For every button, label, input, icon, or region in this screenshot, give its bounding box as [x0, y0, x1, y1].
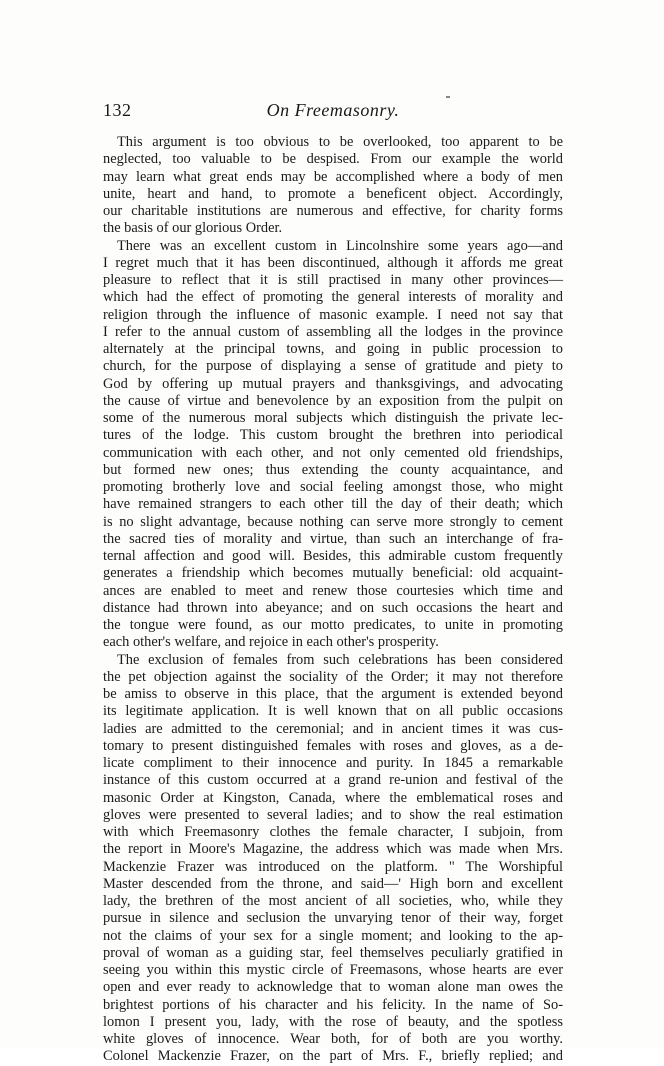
running-title: On Freemasonry.: [266, 100, 400, 120]
text-line: licate compliment to their innocence and purity. In 1845 a remarkable: [103, 755, 563, 771]
text-line: tomary to present distinguished females with roses and gloves, as a de-: [103, 737, 563, 754]
text-line: the basis of our glorious Order.: [103, 220, 283, 237]
text-line: unite, heart and hand, to promote a beneficent object. Accordingly,: [103, 185, 563, 202]
text-line: the sacred ties of morality and virtue, than such an interchange of fra-: [103, 530, 563, 547]
text-line: seeing you within this mystic circle of Freemasons, whose hearts are ever: [103, 962, 563, 978]
text-line: proval of woman as a guiding star, feel themselves peculiarly gratified in: [103, 944, 563, 961]
text-line: with which Freemasonry clothes the female character, I subjoin, from: [103, 824, 563, 840]
text-line: religion through the influence of masonic example. I need not say that: [103, 306, 563, 323]
text-line: which had the effect of promoting the general interests of morality and: [103, 289, 563, 306]
text-line: each other's welfare, and rejoice in each other's prosperity.: [103, 634, 439, 651]
text-line: but formed new ones; thus extending the county acquaintance, and: [103, 461, 563, 478]
body-text: [103, 134, 563, 1066]
text-line: masonic Order at Kingston, Canada, where the emblematical roses and: [103, 789, 563, 806]
text-line: white gloves of innocence. Wear both, for of both are you worthy.: [103, 1031, 563, 1047]
text-line: have remained strangers to each other till the day of their death; which: [103, 496, 563, 513]
text-line: the pet objection against the sociality of the Order; it may not therefore: [103, 668, 563, 685]
text-line: the report in Moore's Magazine, the address which was made when Mrs.: [103, 841, 563, 858]
text-line: is no slight advantage, because nothing can serve more strongly to cement: [103, 513, 563, 530]
text-line: alternately at the principal towns, and going in public procession to: [103, 341, 563, 357]
text-line: pleasure to reflect that it is still practised in many other provinces—: [103, 272, 563, 288]
text-line: distance had thrown into abeyance; and on such occasions the heart and: [103, 599, 563, 616]
running-head: [103, 100, 563, 122]
text-line: its legitimate application. It is well known that on all public occasions: [103, 703, 563, 720]
text-line: lomon I present you, lady, with the rose of beauty, and the spotless: [103, 1013, 563, 1030]
text-line: neglected, too valuable to be despised. From our example the world: [103, 151, 563, 168]
text-line: There was an excellent custom in Lincolnshire some years ago—and: [117, 237, 563, 254]
text-line: tures of the lodge. This custom brought the brethren into periodical: [103, 427, 563, 444]
text-line: The exclusion of females from such celebrations has been considered: [117, 651, 563, 668]
text-line: promoting brotherly love and social feeling amongst those, who might: [103, 479, 563, 495]
text-line: Master descended from the throne, and said—' High born and excellent: [103, 875, 563, 892]
text-line: God by offering up mutual prayers and thanksgivings, and advocating: [103, 375, 563, 392]
text-line: I refer to the annual custom of assembling all the lodges in the province: [103, 323, 563, 340]
text-line: be amiss to observe in this place, that the argument is extended beyond: [103, 686, 563, 702]
text-line: lady, the brethren of the most ancient of all societies, who, while they: [103, 893, 563, 909]
text-line: not the claims of your sex for a single moment; and looking to the ap-: [103, 927, 563, 944]
text-line: may learn what great ends may be accomplished where a body of men: [103, 168, 563, 185]
text-line: ladies are admitted to the ceremonial; and in ancient times it was cus-: [103, 720, 563, 737]
text-line: pursue in silence and seclusion the unvarying tenor of their way, forget: [103, 910, 563, 927]
text-line: instance of this custom occurred at a grand re-union and festival of the: [103, 772, 563, 789]
text-line: ternal affection and good will. Besides, this admirable custom frequently: [103, 548, 563, 564]
text-line: Mackenzie Frazer was introduced on the platform. " The Worshipful: [103, 858, 563, 875]
text-line: ances are enabled to meet and renew those courtesies which time and: [103, 582, 563, 599]
text-line: open and ever ready to acknowledge that to woman alone man owes the: [103, 979, 563, 996]
text-line: some of the numerous moral subjects which distinguish the private lec-: [103, 410, 563, 426]
text-line: the tongue were found, as our motto predicates, to unite in promoting: [103, 617, 563, 633]
text-line: This argument is too obvious to be overlooked, too apparent to be: [117, 134, 563, 150]
text-line: I regret much that it has been discontinued, although it affords me great: [103, 254, 563, 271]
text-line: generates a friendship which becomes mutually beneficial: old acquaint-: [103, 565, 563, 582]
text-line: the cause of virtue and benevolence by an exposition from the pulpit on: [103, 392, 563, 409]
page-number: 132: [103, 100, 132, 120]
printer-mark: [446, 96, 450, 98]
text-line: our charitable institutions are numerous and effective, for charity forms: [103, 203, 563, 219]
text-line: communication with each other, and not only cemented old friendships,: [103, 444, 563, 461]
text-line: brightest portions of his character and his felicity. In the name of So-: [103, 996, 563, 1013]
text-line: church, for the purpose of displaying a sense of gratitude and piety to: [103, 358, 563, 375]
text-line: Colonel Mackenzie Frazer, on the part of Mrs. F., briefly replied; and: [103, 1048, 563, 1065]
text-line: gloves were presented to several ladies; and to show the real estimation: [103, 806, 563, 823]
